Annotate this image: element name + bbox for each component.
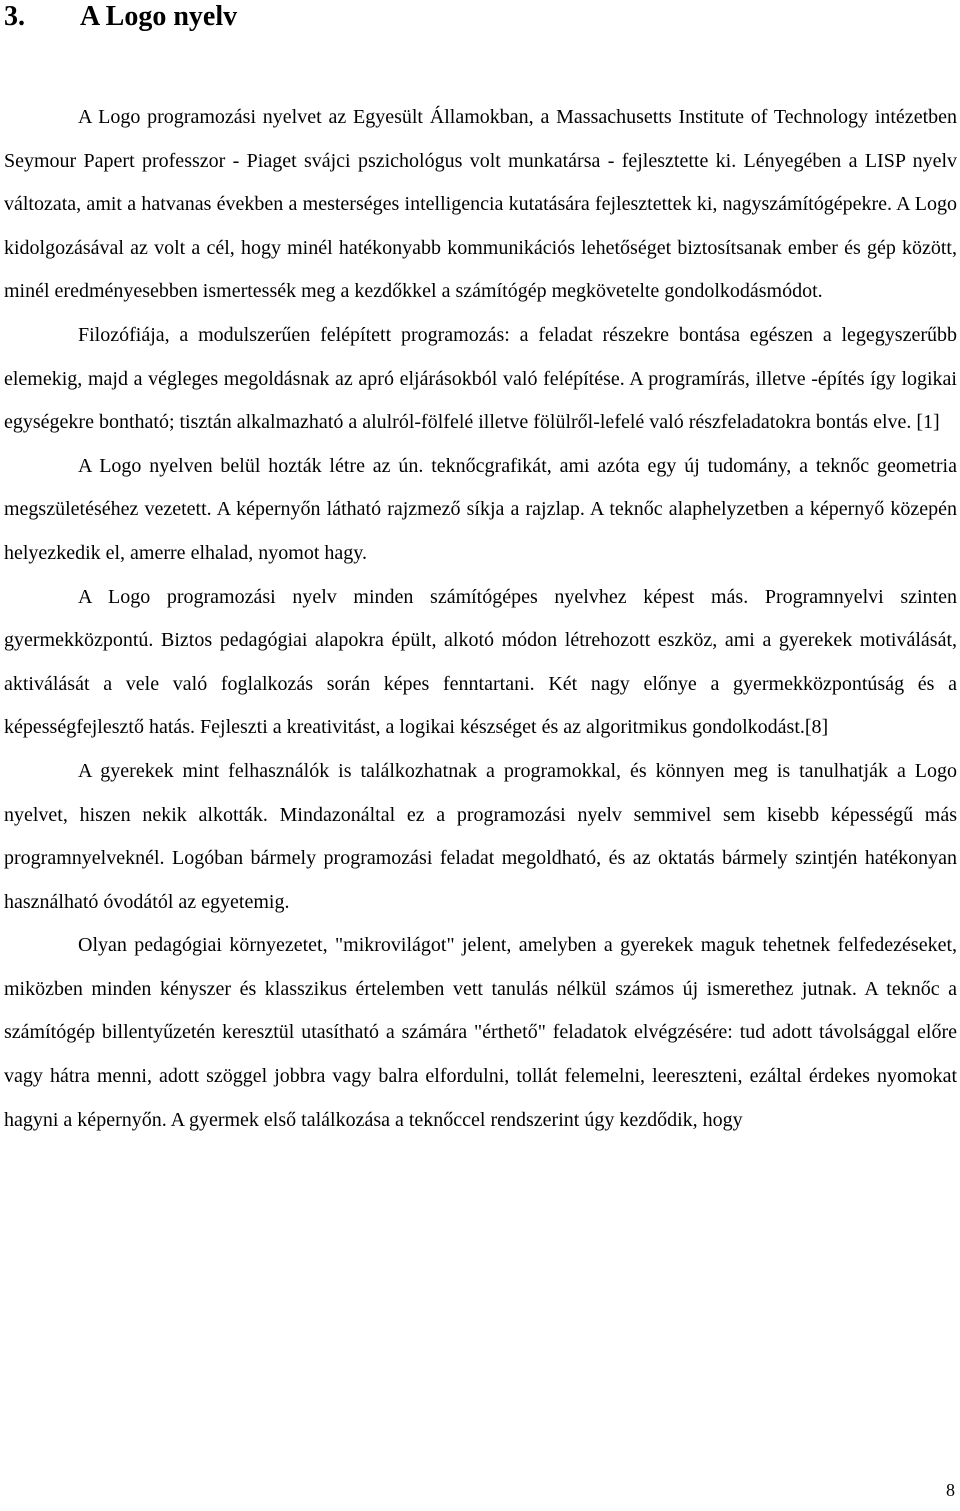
paragraph: A Logo nyelven belül hozták létre az ún. teknőcgrafikát, ami azóta egy új tudomány, a teknőc geometria megszületéséhez vezetett. A képernyőn látható rajzmező síkja a rajzlap. A teknőc alaphelyzetben a képernyő közepén helyezkedik el, amerre elhalad, nyomot hagy. [4,454,957,564]
section-heading [4,0,237,34]
section-number: 3. [4,1,25,32]
paragraph: Olyan pedagógiai környezetet, "mikrovilágot" jelent, amelyben a gyerekek maguk tehetnek felfedezéseket, miközben minden kényszer és klasszikus értelemben vett tanulás nélkül számos új ismerethez jutnak. A teknőc a számítógép billentyűzetén keresztül utasítható a számára "érthető" feladatok elvégzésére: tud adott távolsággal előre vagy hátra menni, adott szöggel jobbra vagy balra elfordulni, tollát felemelni, leereszteni, ezáltal érdekes nyomokat hagyni a képernyőn. A gyermek első találkozása a teknőccel rendszerint úgy kezdődik, hogy [4,934,957,1131]
paragraph: A Logo programozási nyelv minden számítógépes nyelvhez képest más. Programnyelvi szinten gyermekközpontú. Biztos pedagógiai alapokra épült, alkotó módon létrehozott eszköz, ami a gyerekek motiválását, aktiválását a vele való foglalkozás során képes fenntartani. Két nagy előnye a gyermekközpontúság és a képességfejlesztő hatás. Fejleszti a kreativitást, a logikai készséget és az algoritmikus gondolkodást.[8] [4,585,957,739]
paragraph: A gyerekek mint felhasználók is találkozhatnak a programokkal, és könnyen meg is tanulhatják a Logo nyelvet, hiszen nekik alkották. Mindazonáltal ez a programozási nyelv semmivel sem kisebb képességű más programnyelveknél. Logóban bármely programozási feladat megoldható, és az oktatás bármely szintjén hatékonyan használható óvodától az egyetemig. [4,759,957,913]
body-text [4,96,957,1142]
paragraph: A Logo programozási nyelvet az Egyesült Államokban, a Massachusetts Institute of Technology intézetben Seymour Papert professzor - Piaget svájci pszichológus volt munkatársa - fejlesztette ki. Lényegében a LISP nyelv változata, amit a hatvanas években a mesterséges intelligencia kutatására fejlesztettek ki, nagyszámítógépekre. A Logo kidolgozásával az volt a cél, hogy minél hatékonyabb kommunikációs lehetőséget biztosítsanak ember és gép között, minél eredményesebben ismertessék meg a kezdőkkel a számítógép megkövetelte gondolkodásmódot. [4,106,957,303]
page-number: 8 [946,1480,955,1500]
paragraph: Filozófiája, a modulszerűen felépített programozás: a feladat részekre bontása egészen a legegyszerűbb elemekig, majd a végleges megoldásnak az apró eljárásokból való felépítése. A programírás, illetve -építés így logikai egységekre bontható; tisztán alkalmazható a alulról-fölfelé illetve fölülről-lefelé való részfeladatokra bontás elve. [1] [4,323,957,434]
section-title: A Logo nyelv [80,1,238,32]
